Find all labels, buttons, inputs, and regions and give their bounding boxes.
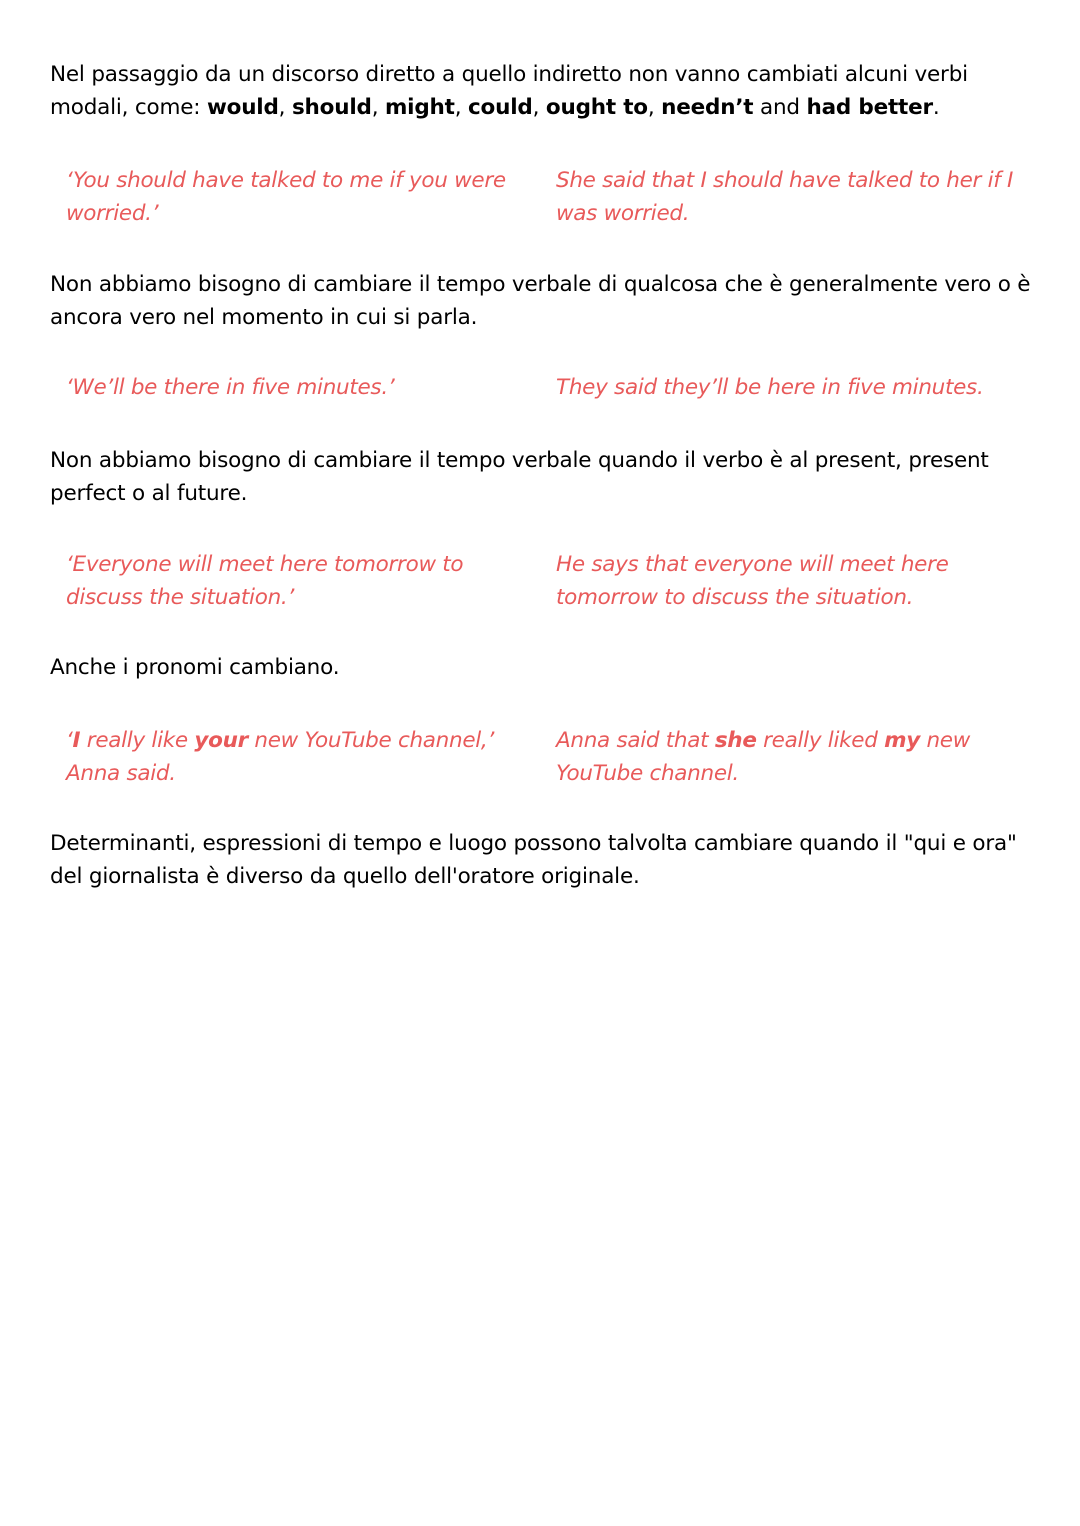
example-text: Anna said that — [556, 728, 715, 753]
rule-pronouns: Anche i pronomi cambiano. — [50, 655, 340, 680]
separator: , — [278, 95, 292, 120]
rule-general-truth: Non abbiamo bisogno di cambiare il tempo verbale di qualcosa che è generalmente vero o è ancora vero nel momento in cui si parla. — [50, 272, 1031, 330]
pronoun-she: she — [714, 728, 757, 753]
example-direct-1: ‘You should have talked to me if you were worried.’ — [66, 168, 506, 226]
pronoun-i: I — [72, 728, 81, 753]
example-direct-2: ‘We’ll be there in five minutes.’ — [66, 375, 395, 400]
example-direct-3: ‘Everyone will meet here tomorrow to discuss the situation.’ — [66, 552, 464, 610]
modal-might: might — [384, 95, 455, 120]
separator: , — [371, 95, 385, 120]
separator: , — [454, 95, 469, 120]
modal-ought-to: ought to — [545, 95, 648, 120]
example-direct-4 — [66, 724, 516, 790]
example-reported-1: She said that I should have talked to her if I was worried. — [556, 168, 1014, 226]
pronoun-your: your — [194, 728, 248, 753]
rule-present-tense: Non abbiamo bisogno di cambiare il tempo verbale quando il verbo è al present, present perfect o al future. — [50, 448, 989, 506]
separator: , — [647, 95, 662, 120]
example-text: really liked — [756, 728, 885, 753]
separator-and: and — [753, 95, 807, 120]
example-reported-4 — [556, 724, 1026, 790]
modal-could: could — [468, 95, 533, 120]
separator: , — [532, 95, 546, 120]
example-text: really like — [80, 728, 195, 753]
rule-modal-verbs — [50, 58, 1035, 124]
modal-should: should — [291, 95, 372, 120]
example-reported-2: They said they’ll be here in five minutes. — [556, 375, 984, 400]
example-reported-3: He says that everyone will meet here tomorrow to discuss the situation. — [556, 552, 949, 610]
example-text: new YouTube channel. — [556, 728, 971, 786]
rule-determiners: Determinanti, espressioni di tempo e luogo possono talvolta cambiare quando il "qui e ora" del giornalista è diverso da quello dell'oratore originale. — [50, 831, 1017, 889]
modal-would: would — [206, 95, 279, 120]
example-text: new YouTube channel,’ Anna said. — [66, 728, 494, 786]
modal-neednt: needn’t — [661, 95, 754, 120]
rule-modal-verbs-text: Nel passaggio da un discorso diretto a quello indiretto non vanno cambiati alcuni verbi modali, come: — [50, 62, 968, 120]
quote-mark: ‘ — [66, 728, 73, 753]
pronoun-my: my — [884, 728, 920, 753]
modal-had-better: had better — [806, 95, 933, 120]
sentence-end: . — [932, 95, 940, 120]
